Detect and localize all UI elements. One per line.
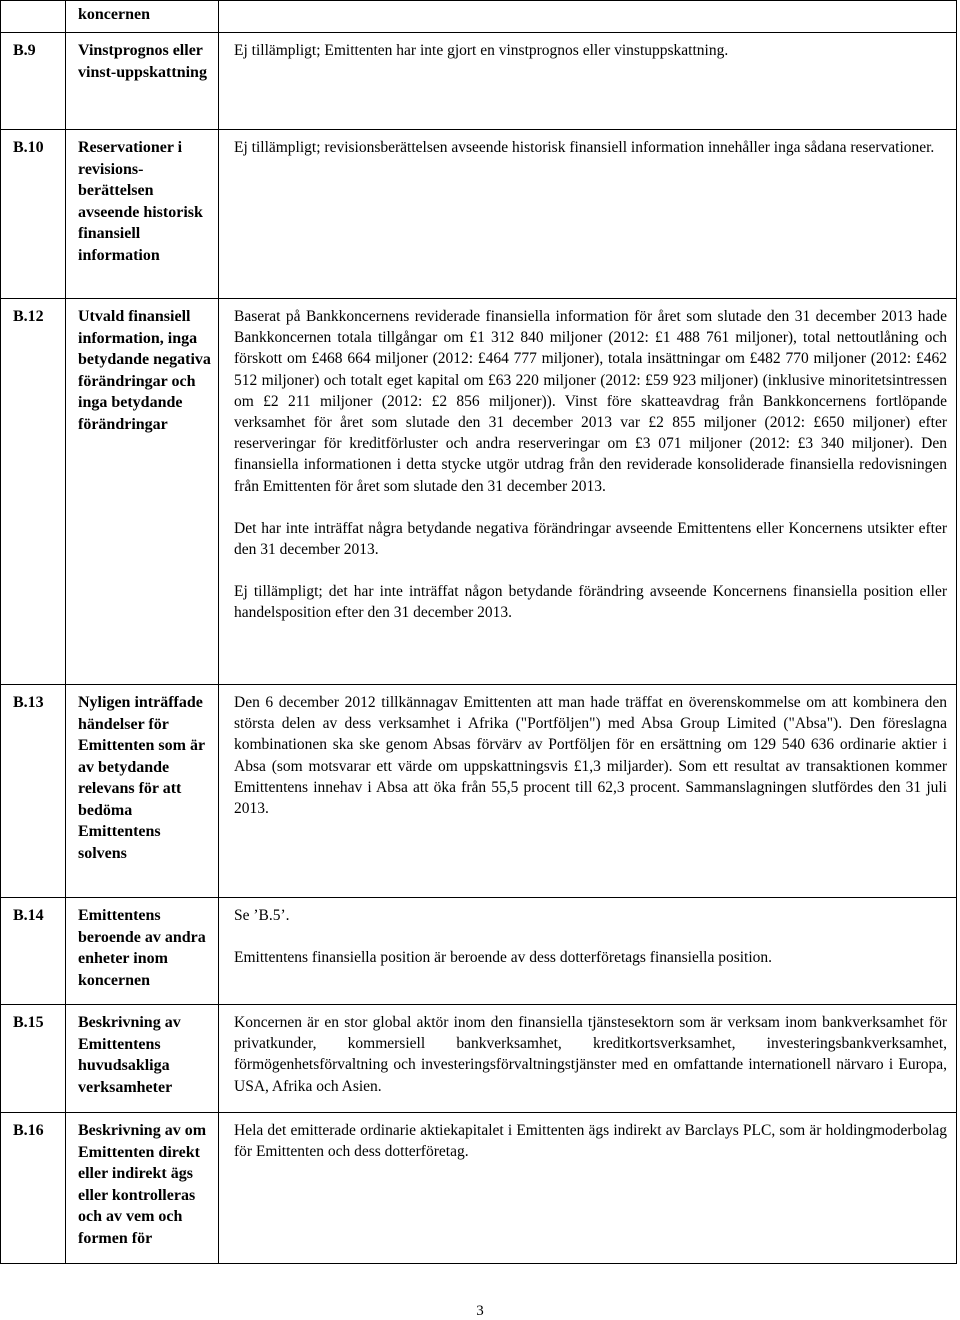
element-heading: Reservationer i revisions-berättelsen avseende historisk finansiell information	[78, 139, 203, 264]
table-row-b13	[1, 685, 957, 898]
element-heading: Vinstprognos eller vinst-uppskattning	[78, 42, 207, 81]
element-text	[219, 898, 956, 1004]
paragraph: Den 6 december 2012 tillkännagav Emittenten att man hade träffat en överenskommelse om att kombinera den största delen av dess verksamhet i Afrika ("Portföljen") med Absa Group Limited ("Absa"). Den föreslagna kombinationen ska ske genom Absas förvärv av Portföljen för en ersättning om 129 540 636 ordinarie aktier i Absa (som motsvarar ett värde om uppskattningsvis £1,3 miljarder). Som ett resultat av transaktionen kommer Emittentens innehav i Absa att öka från 55,5 procent till 62,3 procent. Sammanslagningen slutfördes den 31 juli 2013.	[234, 694, 947, 818]
page-number: 3	[476, 1303, 484, 1319]
element-heading: Nyligen inträffade händelser för Emittenten som är av betydande relevans för att bedöma Emittentens solvens	[78, 694, 205, 862]
table-row-b16	[1, 1113, 957, 1264]
table-row-b10	[1, 130, 957, 299]
element-heading: Beskrivning av Emittentens huvudsakliga verksamheter	[78, 1014, 181, 1096]
element-number: B.10	[13, 139, 44, 156]
paragraph: Se ’B.5’.	[234, 907, 290, 924]
paragraph: Baserat på Bankkoncernens reviderade finansiella information för året som slutade den 31 december 2013 hade Bankkoncernen totala tillgångar om £1 312 840 miljoner (2012: £1 488 761 miljoner), total nettoutlåning och förskott om £468 664 miljoner (2012: £464 777 miljoner), totala insättningar om £482 770 miljoner (2012: £462 512 miljoner) och totalt eget kapital om £63 220 miljoner (2012: £59 923 miljoner) (inklusive minoritetsintressen om £2 211 miljoner (2012: £2 856 miljoner)). Vinst före skatteavdrag från Bankkoncernens fortlöpande verksamhet för året som slutade den 31 december 2013 var £2 855 miljoner (2012: £650 miljoner) efter reserveringar för kreditförluster och andra reserveringar om £3 071 miljoner (2012: £3 340 miljoner). Den finansiella informationen i detta stycke utgör utdrag från den reviderade konsoliderade finansiella redovisningen från Emittenten för året som slutade den 31 december 2013.	[234, 308, 947, 495]
paragraph: Ej tillämpligt; Emittenten har inte gjort en vinstprognos eller vinstuppskattning.	[234, 42, 729, 59]
element-heading: Emittentens beroende av andra enheter inom koncernen	[78, 907, 206, 989]
element-text	[219, 33, 956, 129]
table-row-b9	[1, 33, 957, 130]
element-text	[219, 299, 956, 684]
element-number: B.16	[13, 1122, 44, 1139]
element-text	[219, 130, 956, 298]
element-number: B.13	[13, 694, 44, 711]
table-row-b15	[1, 1005, 957, 1113]
element-text	[219, 1113, 956, 1263]
element-number: B.15	[13, 1014, 44, 1031]
element-number: B.14	[13, 907, 44, 924]
table-row-continuation	[1, 1, 957, 33]
paragraph: Ej tillämpligt; revisionsberättelsen avseende historisk finansiell information innehåller inga sådana reservationer.	[234, 139, 935, 156]
table-row-b12	[1, 299, 957, 685]
element-heading: Beskrivning av om Emittenten direkt eller indirekt ägs eller kontrolleras och av vem och formen för	[78, 1122, 207, 1247]
element-text	[219, 685, 956, 897]
paragraph: Det har inte inträffat några betydande negativa förändringar avseende Emittentens eller Koncernens utsikter efter den 31 december 2013.	[234, 519, 947, 559]
element-text	[219, 1005, 956, 1112]
table-row-b14	[1, 898, 957, 1005]
paragraph: Ej tillämpligt; det har inte inträffat någon betydande förändring avseende Koncernens finansiella position eller handelsposition efter den 31 december 2013.	[234, 583, 947, 622]
continuation-label: koncernen	[78, 6, 150, 23]
paragraph: Hela det emitterade ordinarie aktiekapitalet i Emittenten ägs indirekt av Barclays PLC, som är holdingmoderbolag för Emittenten och dess dotterföretag.	[234, 1122, 947, 1161]
paragraph: Koncernen är en stor global aktör inom den finansiella tjänstesektorn som är verksam inom bankverksamhet för privatkunder, kommersiell bankverksamhet, kreditkortsverksamhet, investeringsbankverksamhet, förmögenhetsförvaltning och investeringsförvaltningstjänster med en omfattande internationell närvaro i Europa, USA, Afrika och Asien.	[234, 1014, 947, 1095]
paragraph: Emittentens finansiella position är beroende av dess dotterföretags finansiella position.	[234, 949, 773, 967]
element-number: B.12	[13, 308, 44, 325]
element-number: B.9	[13, 42, 36, 59]
element-heading: Utvald finansiell information, inga betydande negativa förändringar och inga betydande förändringar	[78, 308, 211, 433]
